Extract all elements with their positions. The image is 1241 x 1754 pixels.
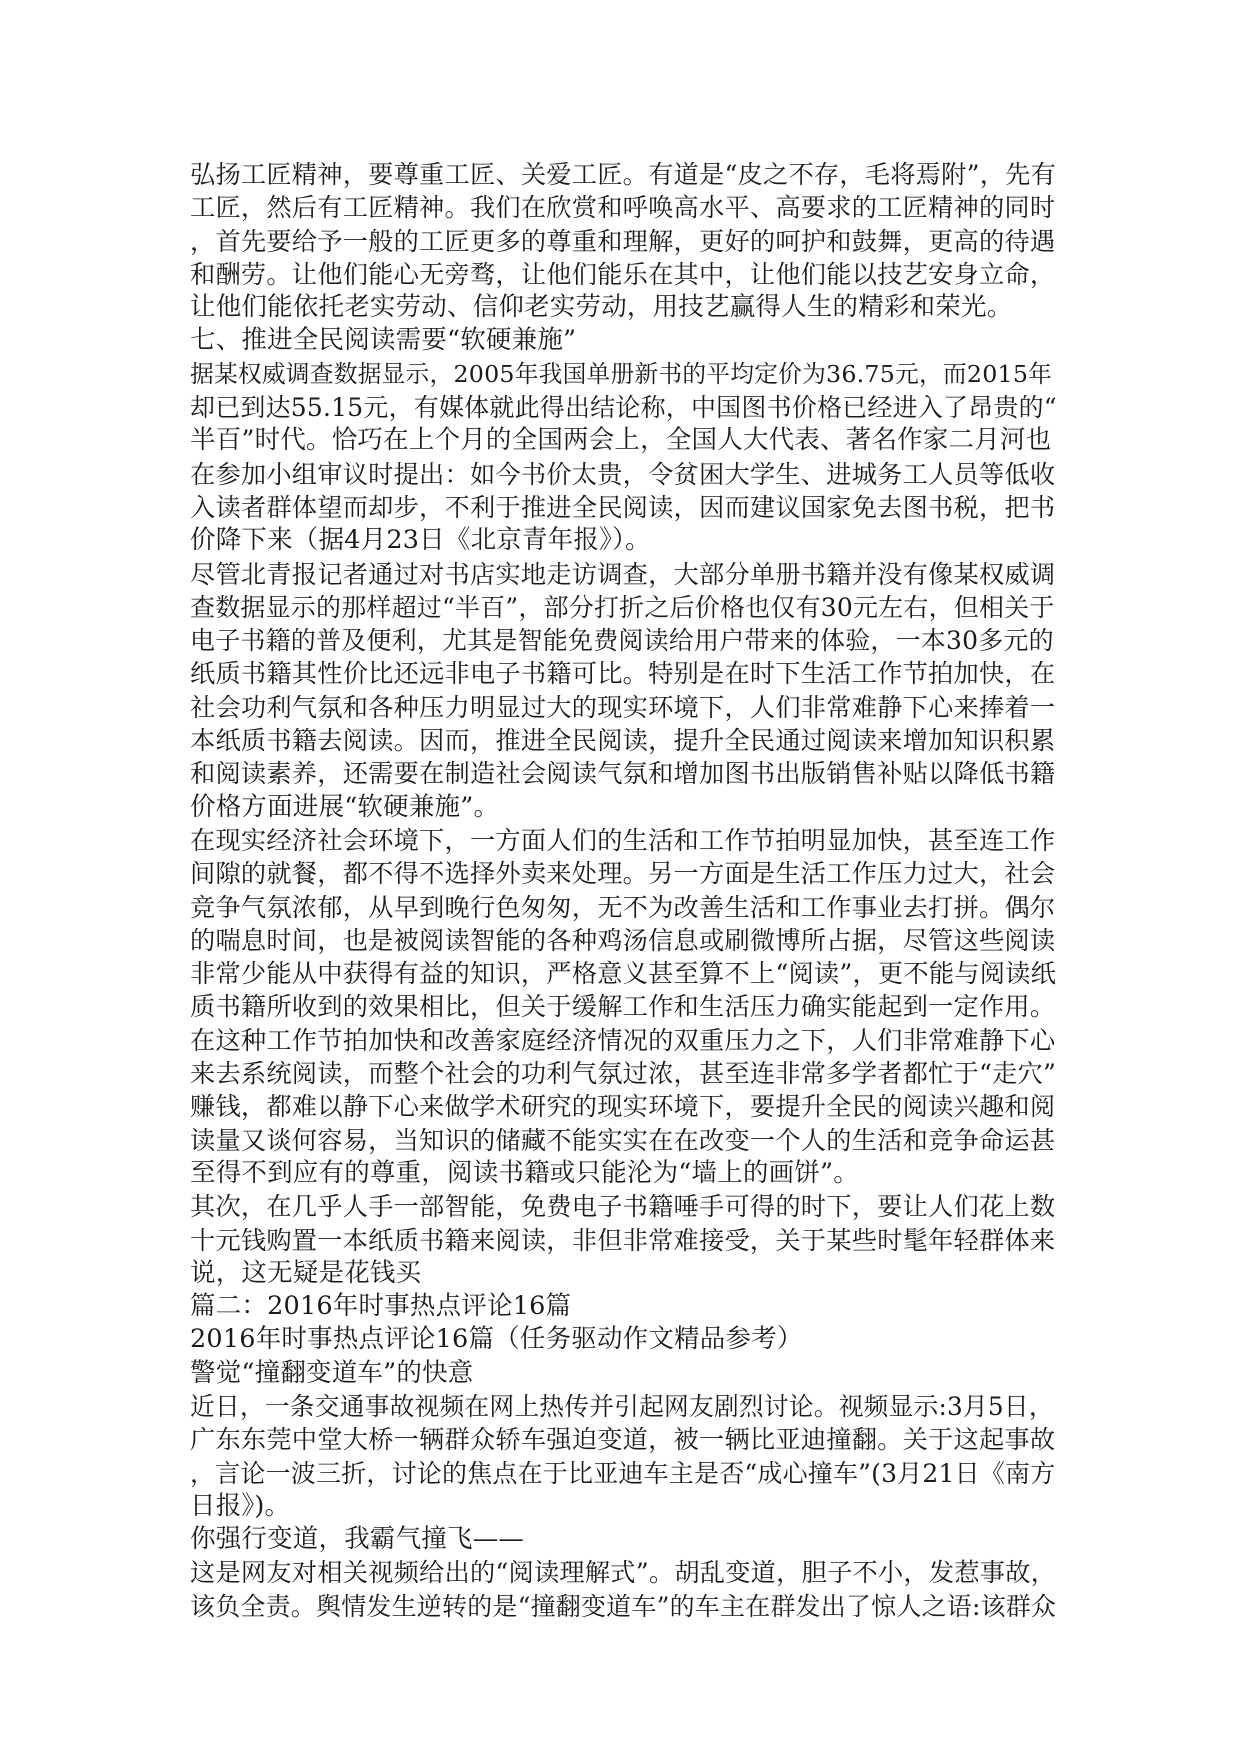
text-line: 纸质书籍其性价比还远非电子书籍可比。特别是在时下生活工作节拍加快，在	[190, 659, 1056, 689]
text-line: 说，这无疑是花钱买	[190, 1257, 422, 1288]
text-line: 七、推进全民阅读需要“软硬兼施”	[190, 325, 577, 356]
text-line: 电子书籍的普及便利，尤其是智能免费阅读给用户带来的体验，一本30多元的	[190, 626, 1054, 656]
text-line: 半百”时代。恰巧在上个月的全国两会上，全国人大代表、著名作家二月河也	[190, 425, 1052, 456]
text-line: 价格方面进展“软硬兼施”。	[190, 791, 500, 822]
text-line: 近日，一条交通事故视频在网上热传并引起网友剧烈讨论。视频显示:3月5日，	[190, 1391, 1054, 1421]
text-line: 十元钱购置一本纸质书籍来阅读，非但非常难接受，关于某些时髦年轻群体来	[190, 1225, 1056, 1255]
text-line: ，首先要给予一般的工匠更多的尊重和理解，更好的呵护和鼓舞，更高的待遇	[190, 226, 1056, 256]
text-line: 其次，在几乎人手一部智能，免费电子书籍唾手可得的时下，要让人们花上数	[190, 1192, 1056, 1222]
text-line: 这是网友对相关视频给出的“阅读理解式”。胡乱变道，胆子不小，发惹事故，	[190, 1558, 1057, 1588]
text-line: 间隙的就餐，都不得不选择外卖来处理。另一方面是生活工作压力过大，社会	[190, 859, 1056, 889]
text-line: 至得不到应有的尊重，阅读书籍或只能沦为“墙上的画饼”。	[190, 1157, 859, 1188]
text-line: 来去系统阅读，而整个社会的功利气氛过浓，甚至连非常多学者都忙于“走穴”	[190, 1059, 1057, 1089]
text-line: 日报》)。	[190, 1490, 291, 1521]
text-line: 广东东莞中堂大桥一辆群众轿车强迫变道，被一辆比亚迪撞翻。关于这起事故	[190, 1425, 1056, 1455]
text-line: 查数据显示的那样超过“半百”，部分打折之后价格也仅有30元左右，但相关于	[190, 592, 1055, 622]
text-line: 和酬劳。让他们能心无旁骛，让他们能乐在其中，让他们能以技艺安身立命，	[190, 259, 1056, 289]
text-line: 2016年时事热点评论16篇（任务驱动作文精品参考）	[190, 1324, 803, 1355]
text-line: 赚钱，都难以静下心来做学术研究的现实环境下，要提升全民的阅读兴趣和阅	[190, 1092, 1056, 1122]
text-line: 在现实经济社会环境下，一方面人们的生活和工作节拍明显加快，甚至连工作	[190, 825, 1056, 855]
text-line: 篇二：2016年时事热点评论16篇	[190, 1291, 572, 1322]
text-line: 该负全责。舆情发生逆转的是“撞翻变道车”的车主在群发出了惊人之语:该群众	[190, 1591, 1057, 1621]
text-line: 让他们能依托老实劳动、信仰老实劳动，用技艺赢得人生的精彩和荣光。	[190, 292, 1013, 323]
text-line: 非常少能从中获得有益的知识，严格意义甚至算不上“阅读”，更不能与阅读纸	[190, 959, 1057, 989]
text-line: 读量又谈何容易，当知识的储藏不能实实在在改变一个人的生活和竞争命运甚	[190, 1125, 1056, 1155]
text-line: 据某权威调查数据显示，2005年我国单册新书的平均定价为36.75元，而2015年	[190, 359, 1053, 388]
text-line: 竞争气氛浓郁，从早到晚行色匆匆，无不为改善生活和工作事业去打拼。偶尔	[190, 892, 1056, 922]
text-line: 却已到达55.15元，有媒体就此得出结论称，中国图书价格已经进入了昂贵的“	[190, 393, 1057, 423]
text-line: 弘扬工匠精神，要尊重工匠、关爱工匠。有道是“皮之不存，毛将焉附”，先有	[190, 160, 1057, 189]
text-line: 本纸质书籍去阅读。因而，推进全民阅读，提升全民通过阅读来增加知识积累	[190, 726, 1056, 756]
text-line: 尽管北青报记者通过对书店实地走访调查，大部分单册书籍并没有像某权威调	[190, 559, 1056, 589]
text-line: 入读者群体望而却步，不利于推进全民阅读，因而建议国家免去图书税，把书	[190, 492, 1056, 522]
text-line: 你强行变道，我霸气撞飞——	[190, 1524, 525, 1555]
text-line: ，言论一波三折，讨论的焦点在于比亚迪车主是否“成心撞车”(3月21日《南方	[190, 1458, 1056, 1488]
text-line: 在参加小组审议时提出：如今书价太贵，令贫困大学生、进城务工人员等低收	[190, 459, 1056, 489]
text-line: 质书籍所收到的效果相比，但关于缓解工作和生活压力确实能起到一定作用。	[190, 992, 1056, 1022]
text-line: 和阅读素养，还需要在制造社会阅读气氛和增加图书出版销售补贴以降低书籍	[190, 759, 1056, 789]
text-line: 价降下来（据4月23日《北京青年报》）。	[190, 525, 651, 556]
text-line: 工匠，然后有工匠精神。我们在欣赏和呼唤高水平、高要求的工匠精神的同时	[190, 193, 1056, 223]
text-line: 警觉“撞翻变道车”的快意	[190, 1357, 474, 1388]
text-line: 在这种工作节拍加快和改善家庭经济情况的双重压力之下，人们非常难静下心	[190, 1025, 1056, 1055]
document-body	[190, 158, 1058, 1623]
text-line: 社会功利气氛和各种压力明显过大的现实环境下，人们非常难静下心来捧着一	[190, 692, 1056, 722]
text-line: 的喘息时间，也是被阅读智能的各种鸡汤信息或刷微博所占据，尽管这些阅读	[190, 925, 1056, 955]
